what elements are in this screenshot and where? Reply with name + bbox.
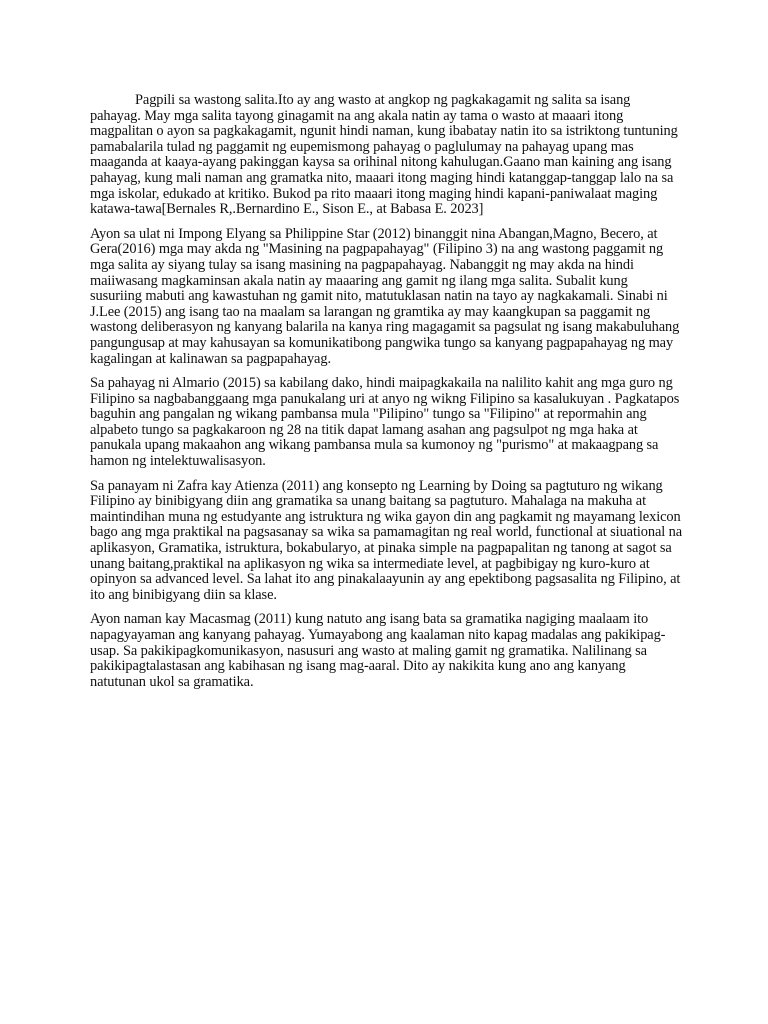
paragraph-macasmag: Ayon naman kay Macasmag (2011) kung natuto ang isang bata sa gramatika nagiging maalaam ito napagyayaman ang kanyang pahayag. Yumayabong ang kaalaman nito kapag madalas ang pakikipag-usap. Sa pakikipagkomunikasyon, nasusuri ang wasto at maling gamit ng gramatika. Nalilinang sa pakikipagtalastasan ang kabihasan ng isang mag-aaral. Dito ay nakikita kung ano ang kanyang natutunan ukol sa gramatika.	[90, 611, 666, 690]
paragraph-pagpili: Pagpili sa wastong salita.Ito ay ang wasto at angkop ng pagkakagamit ng salita sa isang pahayag. May mga salita tayong ginagamit na ang akala natin ay tama o wasto at maaari itong magpalitan o ayon sa pagkakagamit, ngunit hindi naman, kung ibabatay natin ito sa istriktong tuntuning pamabalarila tulad ng paggamit ng eupemismong pahayag o paglulumay na pahayag upang mas maaganda at kaaya-ayang pakinggan kaysa sa orihinal nitong kahulugan.Gaano man kaining ang isang pahayag, kung mali naman ang gramatka nito, maaari itong maging hindi katanggap-tanggap lalo na sa mga iskolar, edukado at kritiko. Bukod pa rito maaari itong maging hindi kapani-paniwalaat maging katawa-tawa[Bernales R,.Bernardino E., Sison E., at Babasa E. 2023]	[90, 92, 678, 218]
paragraph-almario: Sa pahayag ni Almario (2015) sa kabilang dako, hindi maipagkakaila na nalilito kahit ang mga guro ng Filipino sa nagbabanggaang mga panukalang uri at anyo ng wikng Filipino sa kasalukuyan . Pagkatapos baguhin ang pangalan ng wikang pambansa mula "Pilipino" tungo sa "Filipino" at repormahin ang alpabeto tungo sa pagkakaroon ng 28 na titik dapat lamang asahan ang pagsulpot ng mga haka at panukala upang makaahon ang wikang pambansa mula sa kumonoy ng "purismo" at makaagpang sa hamon ng intelektuwalisasyon.	[90, 375, 680, 470]
paragraph-impong-elyang: Ayon sa ulat ni Impong Elyang sa Philippine Star (2012) binanggit nina Abangan,Magno, Becero, at Gera(2016) mga may akda ng "Masining na pagpapahayag" (Filipino 3) na ang wastong paggamit ng mga salita ay siyang tulay sa isang masining na pagpapahayag. Nabanggit ng may akda na hindi maiiwasang magkaminsan akala natin ay maaaring ang gamit ng ilang mga salita. Subalit kung susuriing mabuti ang kawastuhan ng gamit nito, matutuklasan natin na tayo ay nagkakamali. Sinabi ni J.Lee (2015) ang isang tao na maalam sa larangan ng gramtika ay may kaangkupan sa paggamit ng wastong deliberasyon ng kanyang balarila na kanya ring magagamit sa pagsulat ng isang makabuluhang pangungusap at may kahusayan sa komunikatibong pangwika tungo sa kanyang pagpapahayag ng may kagalingan at kalinawan sa pagpapahayag.	[90, 225, 680, 367]
paragraph-zafra-atienza: Sa panayam ni Zafra kay Atienza (2011) ang konsepto ng Learning by Doing sa pagtuturo ng wikang Filipino ay binibigyang diin ang gramatika sa unang baitang sa pagtuturo. Mahalaga na makuha at maintindihan muna ng estudyante ang istruktura ng wika gayon din ang pagkamit ng mayamang lexicon bago ang mga praktikal na pagsasanay sa wika sa pamamagitan ng real world, functional at siuational na aplikasyon, Gramatika, istruktura, bokabularyo, at pinaka simple na pagpapalitan ng tanong at sagot sa unang baitang,praktikal na aplikasyon ng wika sa intermediate level, at pagbibigay ng kuro-kuro at opinyon sa advanced level. Sa lahat ito ang pinakalaayunin ay ang epektibong pagsasalita ng Filipino, at ito ang binibigyang diin sa klase.	[90, 477, 683, 603]
document-body	[90, 93, 682, 699]
